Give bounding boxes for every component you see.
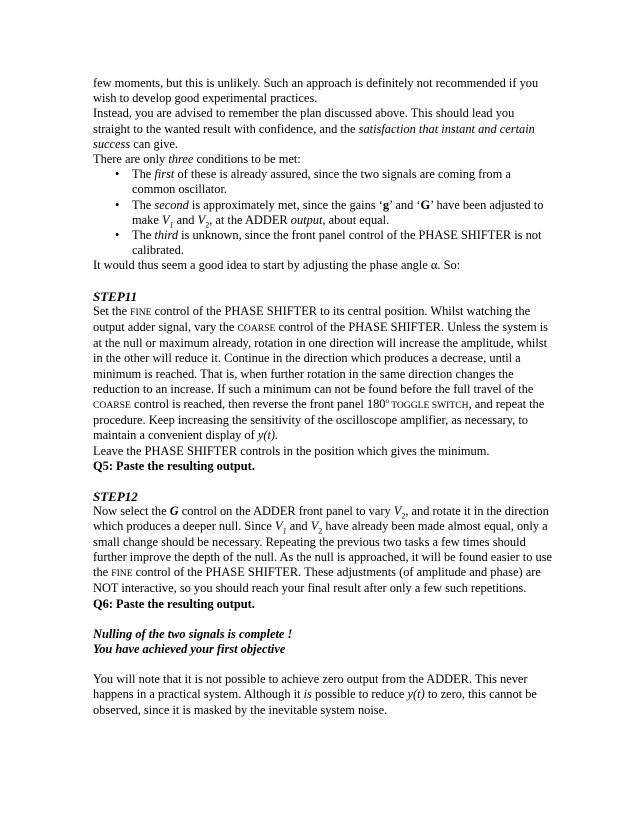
condition-text: The bbox=[132, 197, 155, 212]
gain-symbol-G: G bbox=[169, 504, 179, 519]
condition-text: and bbox=[173, 212, 198, 227]
voltage-v2: V bbox=[197, 212, 206, 227]
q5-prompt bbox=[93, 459, 553, 474]
condition-emphasis: output bbox=[290, 212, 323, 227]
final-emphasis: is bbox=[303, 687, 312, 702]
objective-achieved-line: You have achieved your first objective bbox=[93, 641, 286, 656]
step11-text: control of the PHASE SHIFTER. Unless the system is at the null or maximum already, rotation in one direction will increase the amplitude, whilst in the other will reduce it. Continue in the direction which produces a decrease, until a minimum is reached. That is, when further rotation in the same direction changes the reduction to an increase. If such a minimum can not be found before the full travel of the bbox=[93, 320, 548, 396]
condition-text: The bbox=[132, 167, 155, 182]
voltage-v1-subscript: 1 bbox=[169, 220, 174, 230]
condition-text: ’ and ‘ bbox=[389, 197, 421, 212]
step12-text: control on the ADDER front panel to vary bbox=[178, 504, 394, 519]
conditions-list bbox=[93, 167, 553, 258]
step12-text: have already been made almost equal, only a small change should be necessary. Repeating the previous two tasks a few times should further improve the depth of the null. As the null is approached, it will be found easier to use the bbox=[93, 519, 553, 580]
coarse-label: COARSE bbox=[237, 323, 276, 335]
condition-item-first bbox=[93, 167, 553, 197]
condition-text: is approximately met, since the gains ‘ bbox=[188, 197, 383, 212]
step12-text: Now select the bbox=[93, 504, 170, 519]
step12-text: , and rotate it in the direction which produces a deeper null. Since bbox=[93, 504, 549, 534]
advice-text: Instead, you are advised to remember the plan discussed above. This should lead you straight to the wanted result with confidence, and the bbox=[93, 106, 515, 136]
voltage-v2-subscript: 2 bbox=[205, 220, 210, 230]
document-page bbox=[93, 76, 553, 718]
condition-text: , about equal. bbox=[322, 212, 390, 227]
signal-yt: y(t) bbox=[407, 687, 425, 702]
voltage-v2: V bbox=[393, 504, 402, 519]
toggle-switch-label: TOGGLE SWITCH bbox=[388, 400, 469, 412]
phase-angle-paragraph: It would thus seem a good idea to start by adjusting the phase angle α. So: bbox=[93, 258, 461, 273]
degree-symbol: o bbox=[385, 396, 389, 405]
final-text: to zero, this cannot be observed, since it is masked by the inevitable system noise. bbox=[93, 687, 537, 717]
q5-label: Q5: Paste the resulting output. bbox=[93, 458, 255, 473]
step12-body bbox=[93, 504, 553, 596]
final-paragraph bbox=[93, 672, 553, 718]
conditions-emphasis: three bbox=[168, 152, 194, 167]
fine-label: FINE bbox=[130, 306, 152, 318]
final-text: You will note that it is not possible to achieve zero output from the ADDER. This never happens in a practical system. Although it bbox=[93, 672, 528, 702]
coarse-label: COARSE bbox=[93, 400, 131, 412]
q6-label: Q6: Paste the resulting output. bbox=[93, 596, 255, 611]
voltage-v2: V bbox=[310, 519, 319, 534]
condition-emphasis: second bbox=[154, 197, 189, 212]
condition-emphasis: first bbox=[154, 167, 175, 182]
voltage-v1: V bbox=[275, 519, 283, 534]
voltage-v2-subscript: 2 bbox=[401, 511, 406, 521]
condition-item-third bbox=[93, 228, 553, 258]
voltage-v1: V bbox=[161, 212, 170, 227]
step11-heading: STEP11 bbox=[93, 288, 138, 304]
step11-text: control of the PHASE SHIFTER to its central position. Whilst watching the output adder signal, vary the bbox=[93, 303, 531, 335]
step11-body bbox=[93, 304, 553, 444]
voltage-v2-subscript: 2 bbox=[318, 526, 323, 536]
step11-leave: Leave the PHASE SHIFTER controls in the position which gives the minimum. bbox=[93, 443, 490, 458]
gain-symbol-g: g bbox=[382, 197, 390, 212]
conditions-text: There are only bbox=[93, 152, 169, 167]
advice-emphasis: satisfaction that instant and certain success bbox=[93, 121, 535, 151]
step11-text: Set the bbox=[93, 303, 131, 318]
signal-yt: y(t). bbox=[257, 428, 279, 443]
condition-text: of these is already assured, since the two signals are coming from a common oscillator. bbox=[132, 167, 511, 197]
final-text: possible to reduce bbox=[311, 687, 408, 702]
conditions-text-end: conditions to be met: bbox=[193, 152, 301, 167]
step12-heading: STEP12 bbox=[93, 489, 138, 505]
step11-text: , and repeat the procedure. Keep increasing the sensitivity of the oscilloscope amplifier, as necessary, to maintain a convenient display of bbox=[93, 397, 545, 443]
q6-prompt bbox=[93, 597, 553, 612]
nulling-complete-line: Nulling of the two signals is complete ! bbox=[93, 626, 293, 641]
voltage-v1-subscript: 1 bbox=[282, 526, 287, 536]
advice-paragraph bbox=[93, 106, 553, 152]
condition-text: is unknown, since the front panel control of the PHASE SHIFTER is not calibrated. bbox=[132, 228, 542, 258]
step12-text: and bbox=[286, 519, 311, 534]
condition-text: ’ have been adjusted to make bbox=[132, 197, 544, 227]
advice-text-end: can give. bbox=[130, 136, 178, 151]
step12-text: control of the PHASE SHIFTER. These adjustments (of amplitude and phase) are NOT interactive, so you should reach your final result after only a few such repetitions. bbox=[93, 565, 541, 596]
condition-text: The bbox=[132, 228, 155, 243]
step11-text: control is reached, then reverse the front panel 180 bbox=[130, 397, 386, 412]
fine-label: FINE bbox=[111, 568, 133, 580]
condition-item-second bbox=[93, 198, 553, 228]
intro-paragraph: few moments, but this is unlikely. Such an approach is definitely not recommended if you wish to develop good experimental practices. bbox=[93, 76, 539, 106]
condition-text: , at the ADDER bbox=[209, 212, 291, 227]
gain-symbol-G: G bbox=[420, 197, 431, 212]
conditions-intro bbox=[93, 152, 553, 167]
condition-emphasis: third bbox=[154, 228, 179, 243]
